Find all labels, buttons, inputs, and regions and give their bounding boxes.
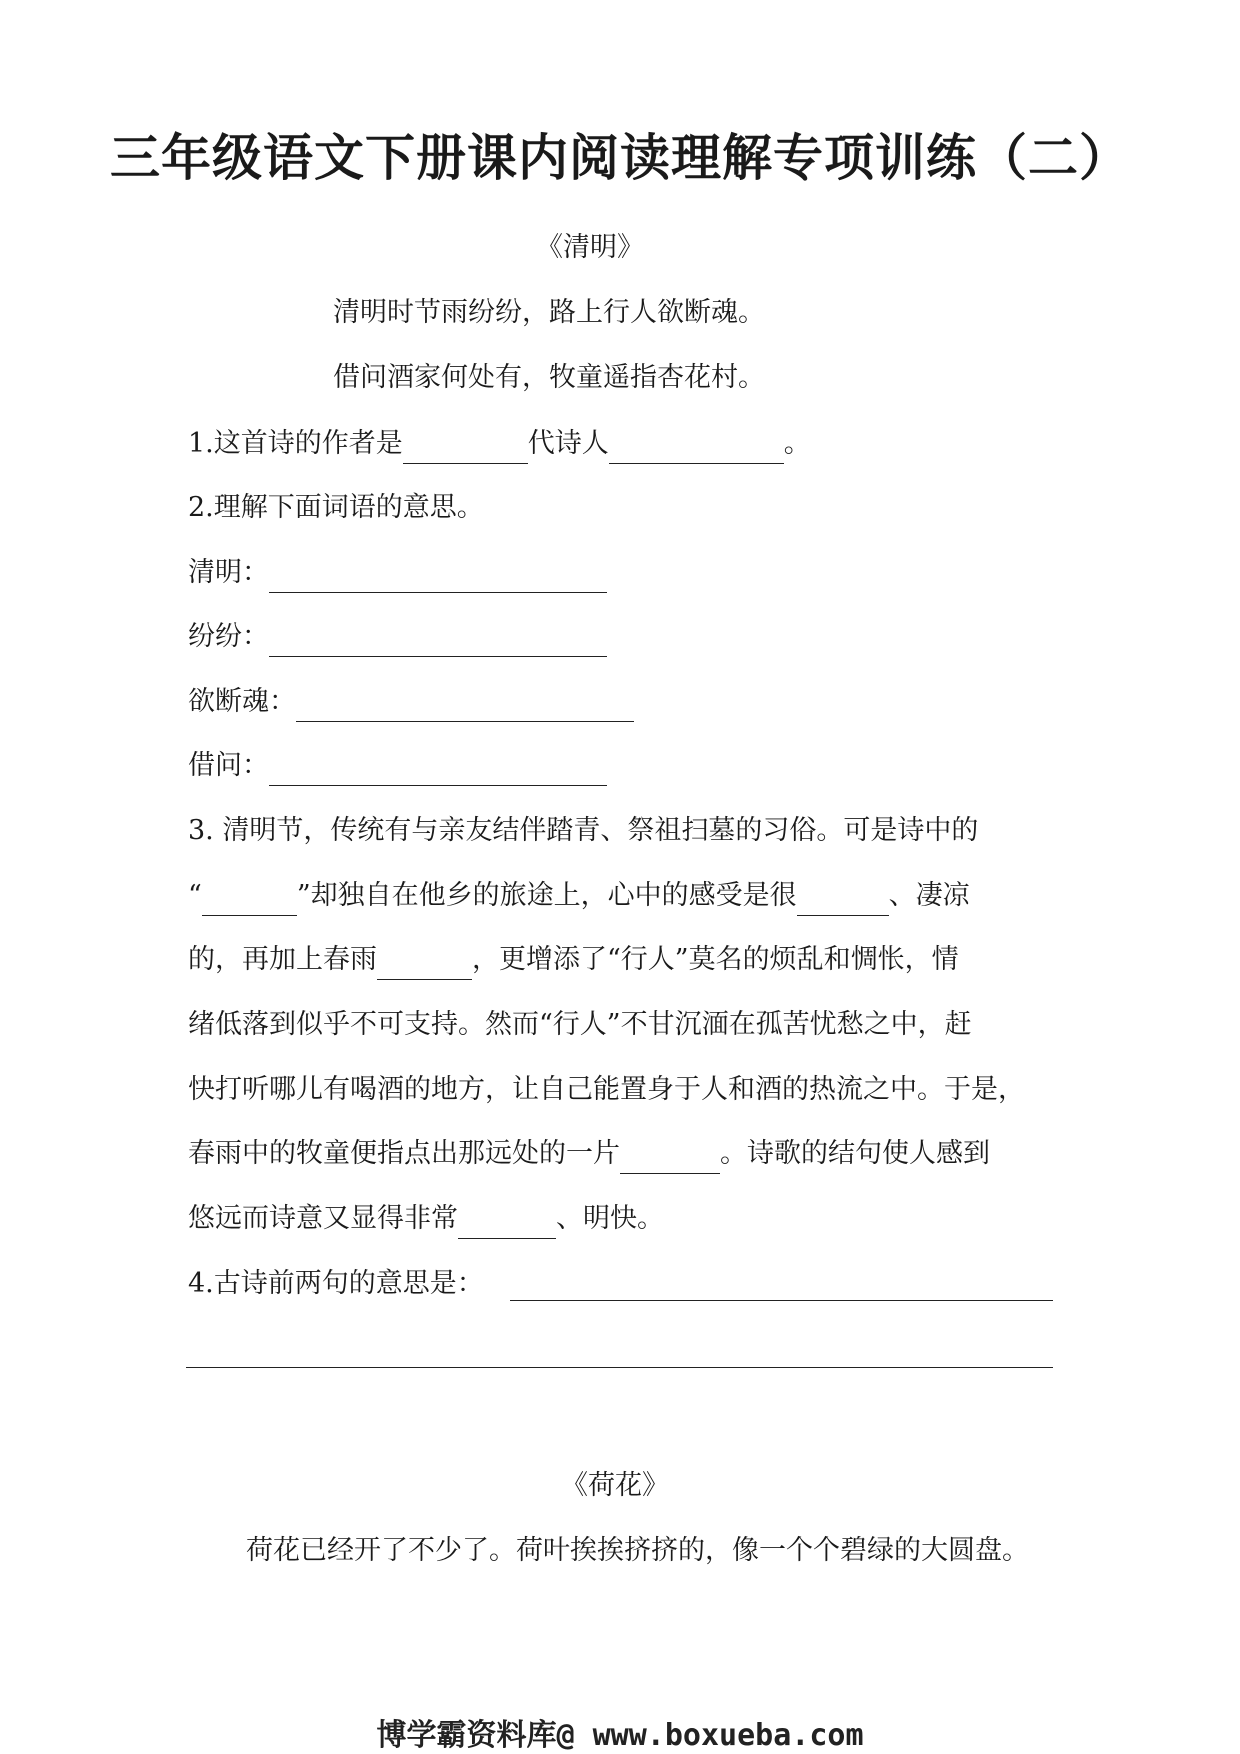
poem-line-2: 借问酒家何处有，牧童遥指杏花村。 — [333, 362, 765, 393]
passage-line-1: 荷花已经开了不少了。荷叶挨挨挤挤的，像一个个碧绿的大圆盘。 — [246, 1535, 1029, 1566]
answer-blank[interactable] — [377, 949, 472, 980]
question-3-line: 3. 清明节，传统有与亲友结伴踏青、祭祖扫墓的习俗。可是诗中的 — [188, 815, 979, 846]
question-3-line — [188, 1199, 664, 1239]
poem-line-1: 清明时节雨纷纷，路上行人欲断魂。 — [333, 297, 765, 328]
answer-blank-term[interactable] — [296, 691, 634, 722]
question-4-prompt: 4.古诗前两句的意思是： — [188, 1268, 484, 1299]
watermark-footer: 博学霸资料库@ www.boxueba.com — [376, 1718, 864, 1753]
question-1-text-c: 。 — [783, 428, 811, 459]
term-row — [188, 682, 634, 722]
answer-blank-term[interactable] — [269, 755, 607, 786]
question-3-text: 的，再加上春雨 — [188, 944, 377, 975]
question-3-text: 。诗歌的结句使人感到 — [720, 1138, 990, 1169]
answer-line[interactable] — [510, 1300, 1053, 1301]
term-row — [188, 553, 607, 593]
page-title: 三年级语文下册课内阅读理解专项训练（二） — [110, 129, 1130, 187]
question-3-line: 绪低落到似乎不可支持。然而“行人”不甘沉湎在孤苦忧愁之中，赶 — [188, 1009, 972, 1040]
question-1-text-b: 代诗人 — [527, 428, 609, 459]
question-1-text-a: 1.这首诗的作者是 — [188, 428, 403, 459]
question-3-text: 、凄凉 — [888, 880, 970, 911]
question-3-text: 、明快。 — [556, 1203, 664, 1234]
answer-blank[interactable] — [202, 885, 297, 916]
question-2-prompt: 2.理解下面词语的意思。 — [188, 492, 484, 523]
answer-blank-term[interactable] — [269, 562, 607, 593]
question-3-line: 快打听哪儿有喝酒的地方，让自己能置身于人和酒的热流之中。于是， — [188, 1074, 1025, 1105]
question-3-text: “ — [188, 880, 202, 911]
term-label: 借问： — [188, 750, 269, 781]
question-3-text: 春雨中的牧童便指点出那远处的一片 — [188, 1138, 620, 1169]
answer-blank[interactable] — [620, 1143, 720, 1174]
term-label: 清明： — [188, 557, 269, 588]
answer-blank[interactable] — [797, 885, 889, 916]
answer-blank[interactable] — [458, 1208, 556, 1239]
term-label: 纷纷： — [188, 621, 269, 652]
question-3-text: ，更增添了“行人”莫名的烦乱和惆怅，情 — [472, 944, 959, 975]
passage-title-lotus: 《荷花》 — [561, 1470, 669, 1501]
answer-blank-poet[interactable] — [609, 433, 784, 464]
answer-blank-term[interactable] — [269, 626, 607, 657]
question-3-line — [188, 1134, 990, 1174]
question-1 — [188, 424, 811, 464]
term-row — [188, 746, 607, 786]
answer-blank-dynasty[interactable] — [403, 433, 528, 464]
answer-line[interactable] — [186, 1367, 1053, 1368]
poem-title-qingming: 《清明》 — [536, 232, 644, 263]
question-3-text: 悠远而诗意又显得非常 — [188, 1203, 458, 1234]
term-label: 欲断魂： — [188, 686, 296, 717]
term-row — [188, 617, 607, 657]
question-3-text: ”却独自在他乡的旅途上，心中的感受是很 — [296, 880, 797, 911]
question-3-line — [188, 940, 959, 980]
question-3-line — [188, 876, 970, 916]
